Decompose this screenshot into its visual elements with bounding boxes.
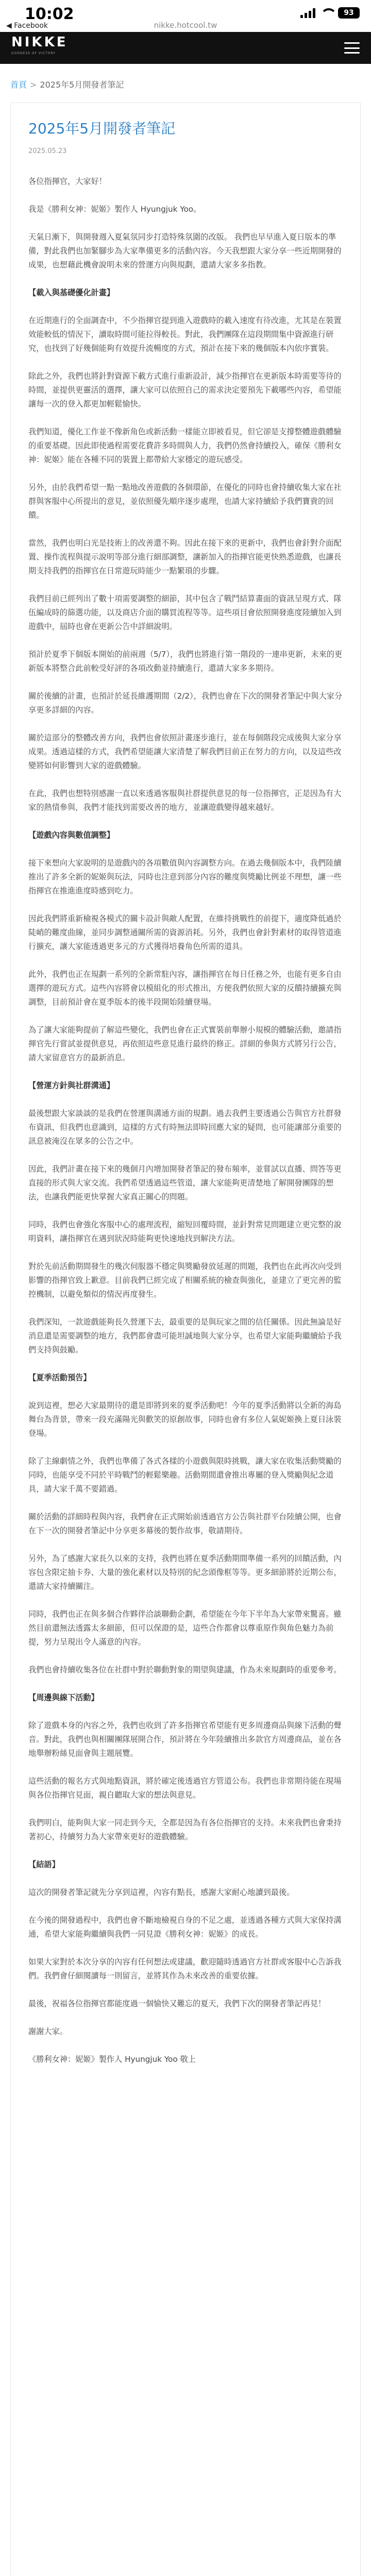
article-paragraph: 在近期進行的全面調查中，不少指揮官提到進入遊戲時的載入速度有待改進，尤其是在裝置效能較低的情況下，讀取時間可能拉得較長。對此，我們團隊在這段期間集中資源進行研究，也找到了好幾個能夠有效提升流暢度的方式，預計在接下來的幾個版本內依序實裝。 (28, 316, 342, 353)
article-paragraph: 接下來想向大家說明的是遊戲內的各項數值與內容調整方向。在過去幾個版本中，我們陸續推出了許多全新的妮姬與玩法，同時也注意到部分內容的難度與獎勵比例並不理想，讓一些指揮官在推進進度時感到吃力。 (28, 858, 342, 895)
article-paragraph: 最後想跟大家談談的是我們在營運與溝通方面的規劃。過去我們主要透過公告與官方社群發布資訊，但我們也意識到，這樣的方式有時無法即時回應大家的疑問，也可能讓部分重要的訊息被淹沒在眾多的公告之中。 (28, 1109, 342, 1146)
article-paragraph: 預計於夏季下個版本開始的前兩週（5/7），我們也將進行第一階段的一連串更新，未來的更新版本將整合此前較受好評的各項改動並持續進行，還請大家多多期待。 (28, 650, 343, 673)
article-paragraph: 在此，我們也想特別感謝一直以來透過客服與社群提供意見的每一位指揮官，正是因為有大家的熱情參與，我們才能找到需要改善的地方，並讓遊戲變得越來越好。 (28, 789, 342, 812)
section-heading: 【載入與基礎優化計畫】 (28, 288, 115, 297)
article-paragraph: 天氣日漸下，與開發週入夏氣氛同步打造特殊氛圍的改版。 我們也早早進入夏日版本的準備，對此我們也加緊腳步為大家準備更多的活動內容。今天我想跟大家分享一些近期開發的成果，也想藉此機會說明未來的營運方向與規劃，還請大家多多指教。 (28, 232, 342, 269)
article-paragraph: 除了遊戲本身的內容之外，我們也收到了許多指揮官希望能有更多周邊商品與線下活動的聲音。對此，我們也與相關團隊展開合作，預計將在今年陸續推出多款官方周邊商品，並在各地舉辦粉絲見面會與主題展覽。 (28, 1721, 342, 1758)
article-paragraph: 為了讓大家能夠提前了解這些變化，我們也會在正式實裝前舉辦小規模的體驗活動，邀請指揮官先行嘗試並提供意見，再依照這些意見進行最終的修正。詳細的參與方式將另行公告，請大家留意官方的最新消息。 (28, 1025, 342, 1062)
article-paragraph: 這些活動的報名方式與地點資訊，將於確定後透過官方管道公布。我們也非常期待能在現場與各位指揮官見面，親自聽取大家的想法與意見。 (28, 1776, 342, 1800)
section-heading: 【周邊與線下活動】 (28, 1693, 99, 1702)
wifi-icon (321, 8, 333, 18)
article-paragraph: 對於先前活動期間發生的幾次伺服器不穩定與獎勵發放延遲的問題，我們也在此再次向受到影響的指揮官致上歉意。目前我們已經完成了相關系統的檢查與強化，並建立了更完善的監控機制，以避免類似的情況再度發生。 (28, 1262, 342, 1299)
article-paragraph: 我們深知，一款遊戲能夠長久營運下去，最重要的是與玩家之間的信任關係。因此無論是好消息還是需要調整的地方，我們都會盡可能坦誠地與大家分享，也希望大家能夠繼續給予我們支持與鼓勵。 (28, 1317, 342, 1354)
site-header (0, 32, 371, 64)
article-paragraph: 同時，我們也會強化客服中心的處理流程，縮短回覆時間，並針對常見問題建立更完整的說明資料，讓指揮官在遇到狀況時能夠更快速地找到解決方法。 (28, 1220, 342, 1243)
article-paragraph: 當然，我們也明白光是技術上的改善還不夠。因此在接下來的更新中，我們也會針對介面配置、操作流程與提示說明等部分進行細部調整，讓新加入的指揮官能更快熟悉遊戲，也讓長期支持我們的指揮官在日常遊玩時能少一點繁瑣的步驟。 (28, 538, 342, 575)
article-body (28, 175, 343, 2066)
article-paragraph: 另外，為了感謝大家長久以來的支持，我們也將在夏季活動期間準備一系列的回饋活動，內容包含限定抽卡券、大量的強化素材以及特別的紀念頭像框等等。更多細節將於近期公布，還請大家持續關注。 (28, 1554, 342, 1591)
section-heading: 【營運方針與社群溝通】 (28, 1081, 115, 1090)
article-paragraph: 除了主線劇情之外，我們也準備了各式各樣的小遊戲與限時挑戰，讓大家在收集活動獎勵的同時，也能享受不同於平時戰鬥的輕鬆樂趣。活動期間還會推出專屬的登入獎勵與紀念道具，請大家千萬不要錯過。 (28, 1456, 342, 1494)
article-paragraph: 我們知道，優化工作並不像新角色或新活動一樣能立即被看見，但它卻是支撐整體遊戲體驗的重要基礎。因此即使過程需要花費許多時間與人力，我們仍然會持續投入，確保《勝利女神：妮姬》能在各種不同的裝置上都帶給大家穩定的遊玩感受。 (28, 427, 342, 464)
article-paragraph: 此外，我們也正在規劃一系列的全新常駐內容，讓指揮官在每日任務之外，也能有更多自由選擇的遊玩方式。這些內容將會以模組化的形式推出，方便我們依照大家的反饋持續擴充與調整，目前預計會在夏季版本的後半段開始陸續登場。 (28, 970, 342, 1007)
section-heading: 【結語】 (28, 1860, 60, 1869)
article-paragraph: 我們明白，能夠與大家一同走到今天，全都是因為有各位指揮官的支持。未來我們也會秉持著初心，持續努力為大家帶來更好的遊戲體驗。 (28, 1818, 342, 1841)
article-paragraph: 另外，由於我們希望一點一點地改善遊戲的各個環節，在優化的同時也會持續收集大家在社群與客服中心所提出的意見，並依照優先順序逐步處理，也請大家持續給予我們寶貴的回饋。 (28, 483, 342, 520)
article-paragraph: 關於這部分的整體改善方向，我們也會依照計畫逐步進行，並在每個階段完成後與大家分享成果。透過這樣的方式，我們希望能讓大家清楚了解我們目前正在努力的方向，以及這些改變將如何影響到大家的遊戲體驗。 (28, 733, 342, 770)
section-heading: 【遊戲內容與數值調整】 (28, 831, 115, 840)
article-paragraph: 我是《勝利女神：妮姬》製作人 Hyungjuk Yoo。 (28, 205, 201, 214)
section-heading: 【夏季活動預告】 (28, 1373, 91, 1382)
status-icons (300, 7, 360, 19)
back-to-facebook-link[interactable]: ◀ Facebook (6, 22, 48, 30)
status-bar (0, 0, 371, 32)
hamburger-menu-icon[interactable] (344, 42, 360, 54)
article-paragraph: 我們目前已經列出了數十項需要調整的細節，其中包含了戰鬥結算畫面的資訊呈現方式、隊伍編成時的篩選功能，以及商店介面的購買流程等等。這些項目會依照開發進度陸續加入到遊戲中，屆時也會在更新公告中詳細說明。 (28, 594, 342, 631)
breadcrumb-separator: > (30, 80, 37, 90)
signal-icon (300, 8, 315, 18)
breadcrumb (0, 64, 371, 103)
article-paragraph: 因此，我們計畫在接下來的幾個月內增加開發者筆記的發布頻率，並嘗試以直播、問答等更直接的形式與大家交流。我們希望透過這些管道，讓大家能夠更清楚地了解開發團隊的想法，也讓我們能更快掌握大家真正關心的問題。 (28, 1164, 342, 1201)
article-paragraph: 關於後續的計畫，也預計於延長維護期間（2/2），我們也會在下次的開發者筆記中與大家分享更多詳細的內容。 (28, 691, 343, 715)
article-paragraph: 我們也會持續收集各位在社群中對於聯動對象的期望與建議，作為未來規劃時的重要參考。 (28, 1665, 342, 1674)
article-paragraph: 在今後的開發過程中，我們也會不斷地檢視自身的不足之處，並透過各種方式與大家保持溝通，希望大家能夠繼續與我們一同見證《勝利女神：妮姬》的成長。 (28, 1916, 342, 1939)
article-paragraph: 說到這裡，想必大家最期待的還是即將到來的夏季活動吧！今年的夏季活動將以全新的海島舞台為背景，帶來一段充滿陽光與歡笑的原創故事，同時也會有多位人氣妮姬換上夏日泳裝登場。 (28, 1401, 342, 1438)
article-paragraph: 各位指揮官，大家好！ (28, 177, 107, 186)
article-paragraph: 除此之外，我們也將針對資源下載方式進行重新設計，減少指揮官在更新版本時需要等待的時間，並提供更靈活的選擇，讓大家可以依照自己的需求決定要預先下載哪些內容，希望能讓每一次的登入都更加輕鬆愉快。 (28, 371, 342, 409)
article-card (10, 103, 361, 2576)
article-paragraph: 如果大家對於本次分享的內容有任何想法或建議，歡迎隨時透過官方社群或客服中心告訴我們。我們會仔細閱讀每一則留言，並將其作為未來改善的重要依據。 (28, 1957, 342, 1980)
url-label[interactable]: nikke.hotcool.tw (154, 21, 217, 30)
breadcrumb-home-link[interactable]: 首頁 (10, 80, 27, 90)
article-date: 2025.05.23 (28, 147, 67, 155)
battery-icon: 93 (338, 7, 360, 19)
article-paragraph: 謝謝大家。 (28, 2027, 68, 2036)
article-paragraph: 同時，我們也正在與多個合作夥伴洽談聯動企劃，希望能在今年下半年為大家帶來驚喜。雖然目前還無法透露太多細節，但可以保證的是，這些合作都會以尊重原作與角色魅力為前提，努力呈現出令人滿意的內容。 (28, 1609, 342, 1647)
nikke-logo[interactable]: NIKKE GODDESS OF VICTORY (11, 35, 68, 55)
breadcrumb-current: 2025年5月開發者筆記 (40, 80, 124, 90)
article-paragraph: 關於活動的詳細時程與內容，我們會在正式開始前透過官方公告與社群平台陸續公開，也會在下一次的開發者筆記中分享更多幕後的製作故事，敬請期待。 (28, 1512, 342, 1535)
article-paragraph: 這次的開發者筆記就先分享到這裡，內容有點長，感謝大家耐心地讀到最後。 (28, 1888, 295, 1897)
article-paragraph: 因此我們將重新檢視各模式的關卡設計與敵人配置，在維持挑戰性的前提下，適度降低過於陡峭的難度曲線，並同步調整通關所需的資源消耗。另外，我們也會針對素材的取得管道進行擴充，讓大家能透過更多元的方式獲得培養角色所需的道具。 (28, 914, 342, 951)
article-paragraph: 《勝利女神：妮姬》製作人 Hyungjuk Yoo 敬上 (28, 2055, 196, 2064)
article-title: 2025年5月開發者筆記 (28, 120, 176, 137)
status-time: 10:02 (25, 5, 74, 23)
article-paragraph: 最後，祝福各位指揮官都能度過一個愉快又難忘的夏天，我們下次的開發者筆記再見！ (28, 1999, 326, 2008)
